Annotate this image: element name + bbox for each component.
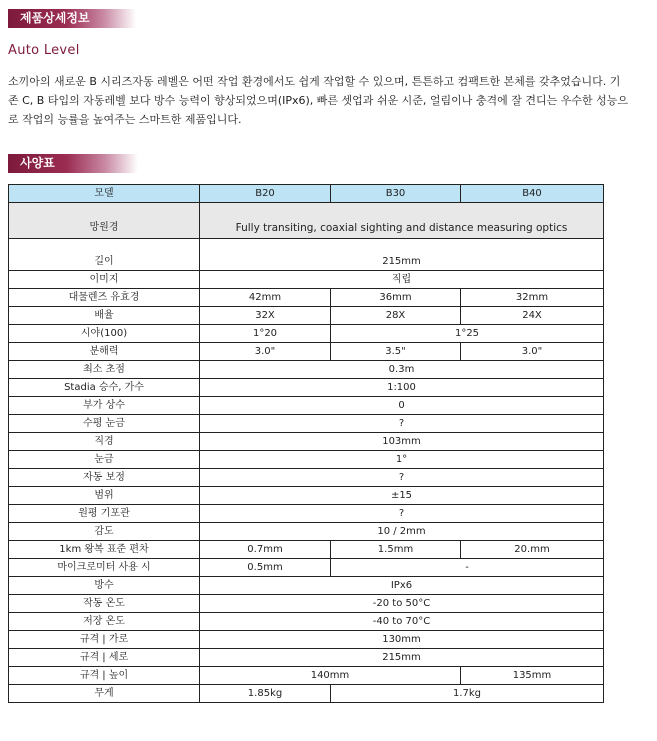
table-row (9, 595, 604, 613)
row-value: 130mm (200, 631, 604, 649)
row-label: 원평 기포관 (9, 505, 200, 523)
table-row (9, 239, 604, 271)
row-value: 215mm (200, 649, 604, 667)
table-row (9, 559, 604, 577)
cell-b40: 32mm (461, 289, 604, 307)
cell-b40: 20.mm (461, 541, 604, 559)
table-row (9, 487, 604, 505)
row-label: 감도 (9, 523, 200, 541)
row-value: 직립 (200, 271, 604, 289)
cell-b40: 24X (461, 307, 604, 325)
table-row (9, 541, 604, 559)
cell-b20: 0.5mm (200, 559, 331, 577)
row-label: 범위 (9, 487, 200, 505)
row-label: 규격 | 세로 (9, 649, 200, 667)
row-value: ? (200, 415, 604, 433)
cell-b20: 3.0" (200, 343, 331, 361)
table-row (9, 379, 604, 397)
row-label: 망원경 (9, 203, 200, 239)
table-row (9, 343, 604, 361)
row-label: 최소 초점 (9, 361, 200, 379)
cell-b30: 36mm (331, 289, 461, 307)
cell-b30-b40: 1°25 (331, 325, 604, 343)
row-label: 부가 상수 (9, 397, 200, 415)
cell-b20-b30: 140mm (200, 667, 461, 685)
header-b30: B30 (331, 185, 461, 203)
row-value: 1:100 (200, 379, 604, 397)
header-b20: B20 (200, 185, 331, 203)
row-label: 이미지 (9, 271, 200, 289)
table-row (9, 325, 604, 343)
row-value: 0.3m (200, 361, 604, 379)
description-line: 존 C, B 타입의 자동레벨 보다 방수 능력이 향상되었으며(IPx6), 빠른 셋업과 쉬운 시준, 얼림이나 충격에 잘 견디는 우수한 성능으 (8, 94, 629, 107)
description-line: 소끼아의 새로운 B 시리즈자동 레벨은 어떤 작업 환경에서도 쉽게 작업할 수 있으며, 튼튼하고 컴팩트한 본체를 갖추었습니다. 기 (8, 75, 621, 88)
table-row (9, 289, 604, 307)
row-value: ? (200, 505, 604, 523)
table-row (9, 451, 604, 469)
row-value: IPx6 (200, 577, 604, 595)
product-title: Auto Level (8, 43, 80, 58)
row-label: 작동 온도 (9, 595, 200, 613)
cell-b20: 42mm (200, 289, 331, 307)
row-label: 길이 (9, 239, 200, 271)
product-description (8, 72, 653, 129)
cell-b20: 1°20 (200, 325, 331, 343)
row-label: 1km 왕복 표준 편차 (9, 541, 200, 559)
row-label: 자동 보정 (9, 469, 200, 487)
row-value: 10 / 2mm (200, 523, 604, 541)
row-label: 저장 온도 (9, 613, 200, 631)
table-row (9, 415, 604, 433)
table-row (9, 667, 604, 685)
row-label: 배율 (9, 307, 200, 325)
table-row (9, 505, 604, 523)
table-row (9, 271, 604, 289)
table-row (9, 203, 604, 239)
table-row (9, 613, 604, 631)
row-label: 시야(100) (9, 325, 200, 343)
table-row (9, 685, 604, 703)
cell-b40: 135mm (461, 667, 604, 685)
cell-b30: 28X (331, 307, 461, 325)
cell-b30: 1.5mm (331, 541, 461, 559)
description-line: 로 작업의 능률을 높여주는 스마트한 제품입니다. (8, 113, 242, 126)
row-label: 규격 | 높이 (9, 667, 200, 685)
row-label: 수평 눈금 (9, 415, 200, 433)
row-value: Fully transiting, coaxial sighting and distance measuring optics (200, 203, 604, 239)
cell-b20: 1.85kg (200, 685, 331, 703)
table-row (9, 433, 604, 451)
table-row (9, 631, 604, 649)
row-value: -40 to 70°C (200, 613, 604, 631)
row-label: Stadia 승수, 가수 (9, 379, 200, 397)
row-value: 215mm (200, 239, 604, 271)
cell-b30-b40: - (331, 559, 604, 577)
row-value: 1° (200, 451, 604, 469)
section-header-spec: 사양표 (8, 154, 138, 173)
table-row (9, 523, 604, 541)
table-header-row (9, 185, 604, 203)
row-value: ±15 (200, 487, 604, 505)
row-label: 마이크로미터 사용 시 (9, 559, 200, 577)
table-row (9, 397, 604, 415)
cell-b20: 0.7mm (200, 541, 331, 559)
table-row (9, 469, 604, 487)
table-row (9, 307, 604, 325)
cell-b40: 3.0" (461, 343, 604, 361)
table-row (9, 361, 604, 379)
row-label: 직경 (9, 433, 200, 451)
row-label: 대물렌즈 유효경 (9, 289, 200, 307)
cell-b20: 32X (200, 307, 331, 325)
table-row (9, 577, 604, 595)
row-label: 규격 | 가로 (9, 631, 200, 649)
section-header-product-detail: 제품상세정보 (8, 9, 136, 28)
row-label: 무게 (9, 685, 200, 703)
row-label: 분해력 (9, 343, 200, 361)
row-label: 방수 (9, 577, 200, 595)
row-value: 0 (200, 397, 604, 415)
table-row (9, 649, 604, 667)
header-b40: B40 (461, 185, 604, 203)
row-value: ? (200, 469, 604, 487)
row-value: 103mm (200, 433, 604, 451)
header-model: 모델 (9, 185, 200, 203)
spec-table (8, 184, 604, 703)
row-value: -20 to 50°C (200, 595, 604, 613)
row-label: 눈금 (9, 451, 200, 469)
cell-b30: 3.5" (331, 343, 461, 361)
cell-b30-b40: 1.7kg (331, 685, 604, 703)
